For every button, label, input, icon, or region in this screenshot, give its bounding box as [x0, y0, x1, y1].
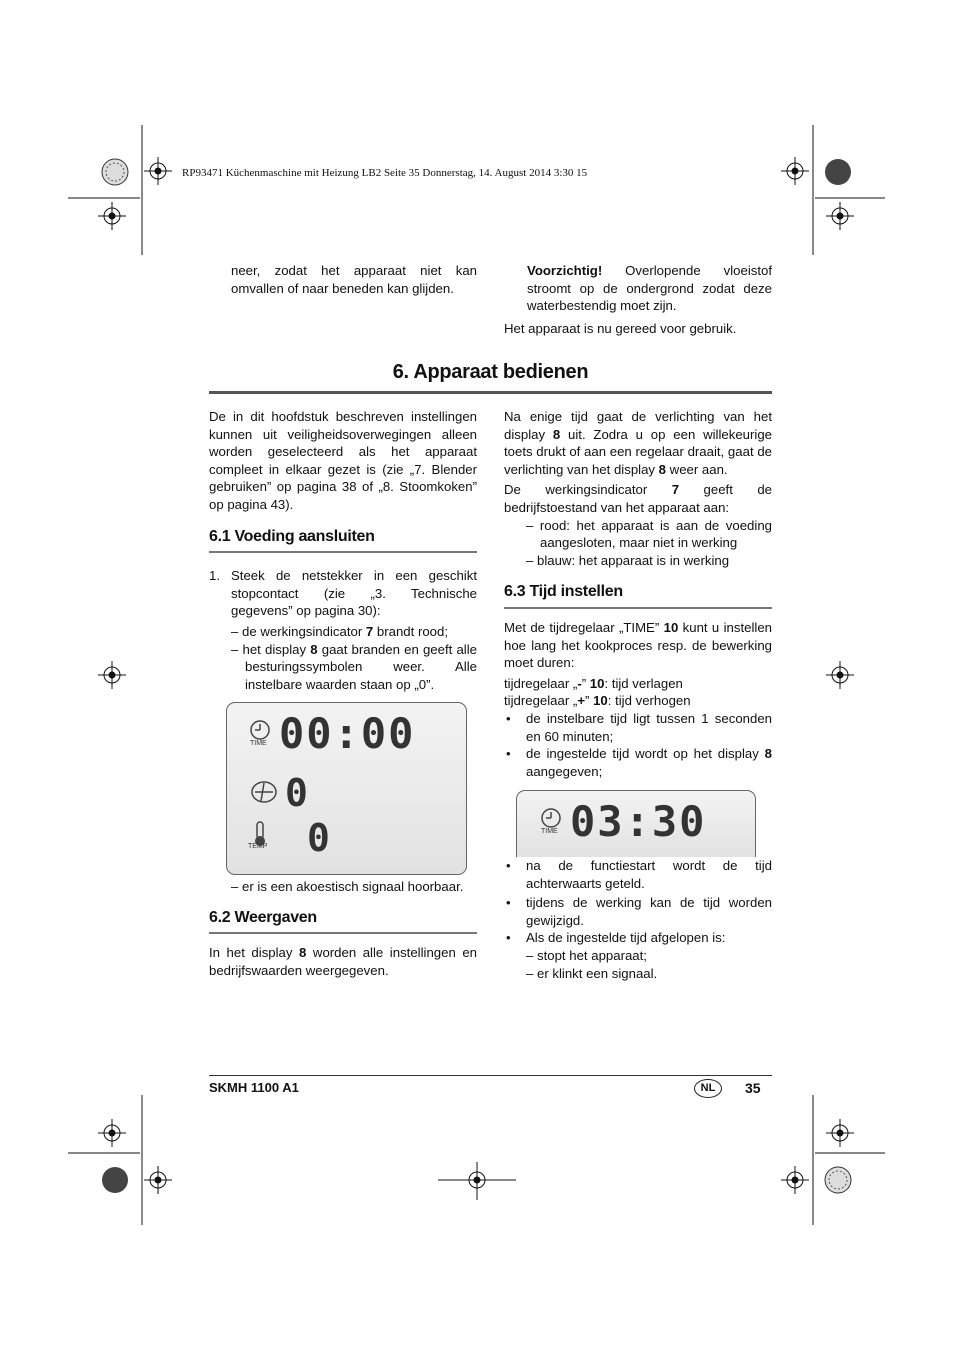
left-column	[209, 408, 477, 693]
intro-paragraph: De in dit hoofdstuk beschreven instellingen kunnen uit veiligheidsoverwegingen alleen worden geselecteerd als het apparaat compleet in elkaar gezet is (zie „7. Blender gebruiken” op pagina 38 of „8. Stoomkoken” op pagina 43).	[209, 409, 477, 512]
dash-display-on	[209, 641, 477, 694]
right-column	[504, 408, 772, 780]
backlight-a: Na enige tijd gaat de verlichting van het display	[504, 409, 772, 442]
step-1-text: Steek de netstekker in een geschikt stopcontact (zie „3. Technische gegevens” op pagina 30):	[231, 568, 477, 619]
clock-icon-2	[540, 807, 562, 829]
indicator-b: geeft de bedrijfstoestand van het apparaat aan:	[504, 482, 772, 515]
indicator-paragraph	[504, 481, 772, 516]
ref-7b: 7	[671, 482, 680, 498]
time-reg-a: Met de tijdregelaar „TIME”	[504, 619, 664, 635]
ref-8d: 8	[658, 461, 667, 477]
ref-10b: 10	[589, 675, 605, 691]
dash-signal-2: – er klinkt een signaal.	[526, 965, 658, 981]
time-regulator-paragraph	[504, 619, 772, 672]
section-6-1-title: 6.1 Voeding aansluiten	[209, 527, 375, 545]
minus-line	[504, 675, 772, 693]
continuation-text: neer, zodat het apparaat niet kan omvallen of naar beneden kan glijden.	[231, 263, 477, 296]
language-badge: NL	[694, 1079, 722, 1098]
time-label: TIME	[250, 740, 267, 747]
dash-signal: – er is een akoestisch signaal hoorbaar.	[231, 879, 464, 894]
bullet-change: • tijdens de werking kan de tijd worden gewijzigd.	[504, 894, 772, 929]
bullet-time-over: • Als de ingestelde tijd afgelopen is:	[504, 929, 772, 947]
right-column-lower	[504, 857, 772, 982]
indicator-a: De werkingsindicator	[504, 482, 672, 498]
minus-a: tijdregelaar „	[504, 675, 578, 691]
bullet-time-range: • de instelbare tijd ligt tussen 1 seconden en 60 minuten;	[504, 710, 772, 745]
warning-label: Voorzichtig!	[527, 263, 603, 278]
ref-8c: 8	[552, 426, 561, 442]
backlight-b: uit. Zodra u op een willekeurige toets drukt of aan een regelaar draait, gaat de verlichting van het display	[504, 426, 772, 477]
clock-icon	[249, 719, 271, 741]
lcd-display-initial	[226, 702, 467, 875]
bullet-time-shown	[504, 745, 772, 780]
page-number: 35	[745, 1080, 761, 1096]
ref-8e: 8	[764, 746, 772, 762]
lcd-display-time	[516, 790, 756, 857]
plus-b: ”	[585, 693, 594, 709]
ready-text: Het apparaat is nu gereed voor gebruik.	[504, 321, 737, 336]
chapter-title: 6. Apparaat bedienen	[392, 361, 589, 383]
temp-value: 0	[307, 816, 330, 860]
plus-symbol: +	[577, 693, 586, 709]
level-value: 0	[285, 771, 308, 815]
dash-display-pre: – het display	[231, 641, 311, 657]
dash-blue: – blauw: het apparaat is in werking	[526, 552, 730, 568]
backlight-c: weer aan.	[666, 461, 728, 477]
footer-model: SKMH 1100 A1	[209, 1080, 299, 1095]
time-reg-b: kunt u instellen hoe lang het kookproces resp. de bewerking moet duren:	[504, 619, 772, 671]
temp-label: TEMP	[248, 843, 268, 850]
display-paragraph-post: worden alle instellingen en bedrijfswaarden weergegeven.	[209, 945, 477, 978]
plus-c: : tijd verhogen	[607, 693, 691, 709]
warning-paragraph	[527, 262, 772, 315]
dash-indicator-red	[209, 623, 477, 641]
bullet-time-shown-a: de ingestelde tijd wordt op het display	[526, 746, 765, 762]
backlight-paragraph	[504, 408, 772, 478]
step-1-number: 1.	[209, 568, 220, 584]
plus-line	[504, 692, 772, 710]
section-6-2-title: 6.2 Weergaven	[209, 908, 317, 926]
warning-text: Overlopende vloeistof stroomt op de ondergrond zodat deze waterbestendig moet zijn.	[527, 263, 772, 314]
step-1	[209, 567, 477, 620]
footer-rule	[209, 1075, 772, 1076]
dash-red: – rood: het apparaat is aan de voeding aangesloten, maar niet in werking	[526, 517, 772, 551]
chapter-rule	[209, 391, 772, 394]
minus-c: : tijd verlagen	[604, 675, 683, 691]
ref-10: 10	[663, 619, 679, 635]
left-column-lower	[209, 878, 477, 979]
plus-a: tijdregelaar „	[504, 693, 578, 709]
dash-stops: – stopt het apparaat;	[526, 947, 647, 963]
dash-display-post: gaat branden en geeft alle besturingssymbolen weer. Alle instelbare waarden staan op „0”.	[245, 641, 477, 692]
ref-8: 8	[310, 641, 318, 657]
section-6-3-title: 6.3 Tijd instellen	[504, 583, 623, 601]
ref-8b: 8	[299, 945, 307, 961]
ref-7: 7	[365, 623, 374, 639]
ref-10c: 10	[593, 693, 608, 709]
display-paragraph	[209, 944, 477, 979]
dash-indicator-pre: – de werkingsindicator	[231, 623, 366, 639]
print-slug: RP93471 Küchenmaschine mit Heizung LB2 Seite 35 Donnerstag, 14. August 2014 3:30 15	[182, 167, 588, 179]
minus-symbol: -	[577, 675, 582, 691]
display-paragraph-pre: In het display	[209, 945, 300, 961]
bullet-countdown: • na de functiestart wordt de tijd achterwaarts geteld.	[504, 857, 772, 892]
bullet-time-shown-b: aangegeven;	[526, 763, 603, 779]
time-label-2: TIME	[541, 828, 558, 835]
speed-level-icon	[249, 779, 279, 805]
dash-indicator-post: brandt rood;	[373, 623, 449, 639]
time-value: 00:00	[279, 709, 416, 758]
time-value-2: 03:30	[570, 797, 707, 846]
minus-b: ”	[581, 675, 590, 691]
